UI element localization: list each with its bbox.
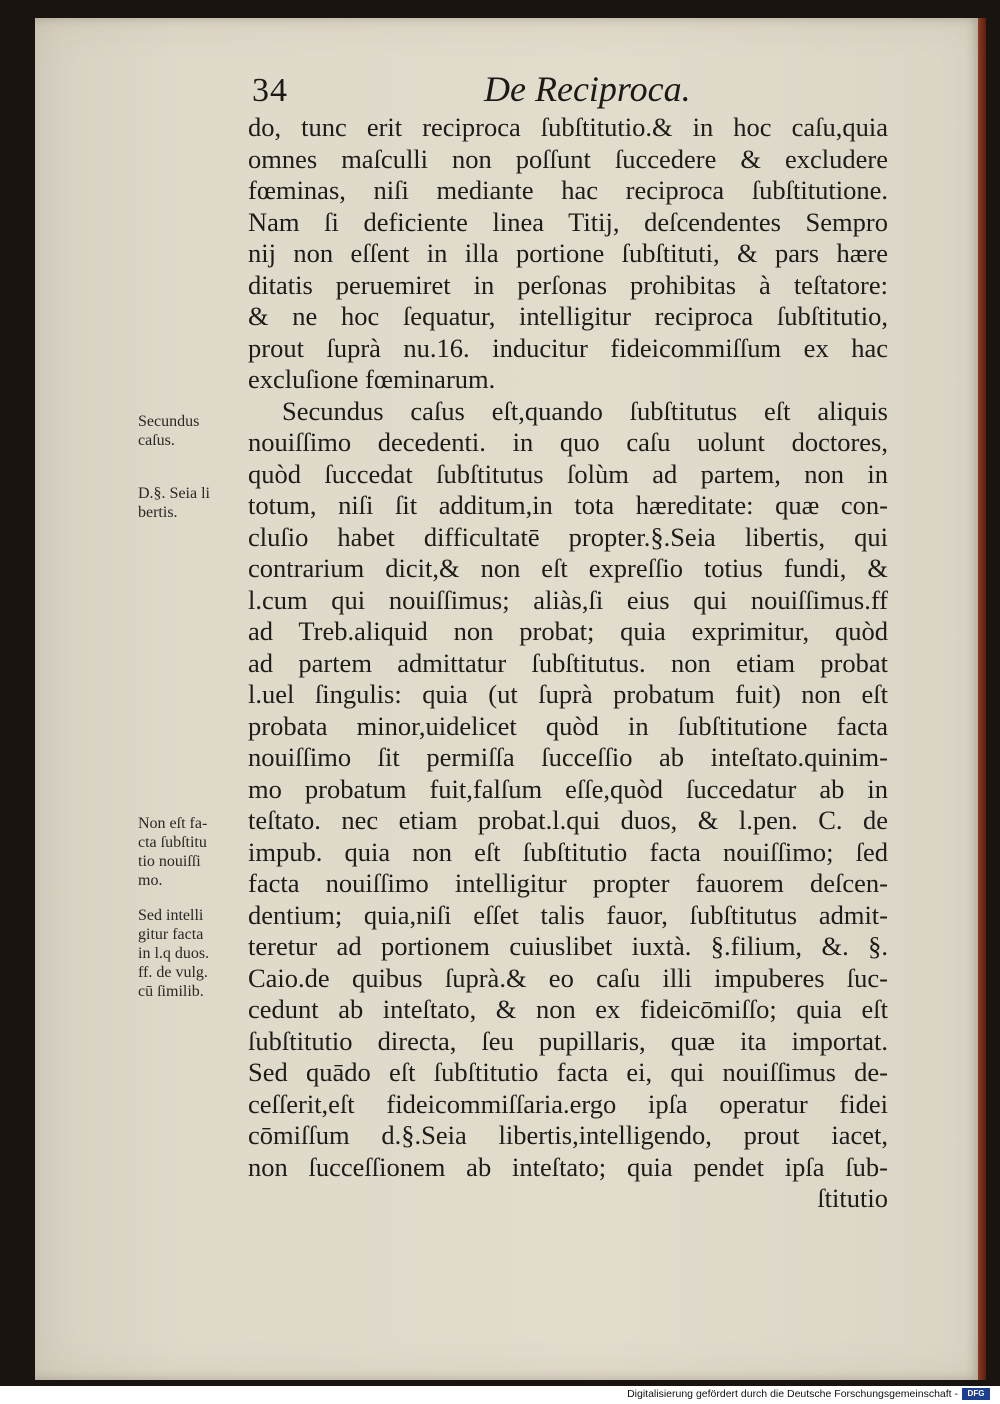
- margin-note: [138, 484, 250, 522]
- margin-note-line: Sed intelli: [138, 907, 204, 924]
- text-line: omnes maſculli non poſſunt ſuccedere & excludere: [248, 143, 888, 174]
- margin-note: [138, 906, 250, 1001]
- page-edge: [978, 18, 986, 1380]
- text-line: Caio.de quibus ſuprà.& eo caſu illi impuberes ſuc-: [248, 962, 888, 993]
- text-line: ceſſerit,eſt fideicommiſſaria.ergo ipſa operatur fidei: [248, 1088, 888, 1119]
- text-line: cedunt ab inteſtato, & non ex fideicōmiſſo; quia eſt: [248, 994, 888, 1024]
- text-line: nij non eſſent in illa portione ſubſtituti, & pars hære: [248, 238, 888, 268]
- footer-credit: Digitalisierung gefördert durch die Deutsche Forschungsgemeinschaft -: [627, 1388, 958, 1400]
- margin-note-line: cta ſubſtitu: [138, 834, 207, 851]
- margin-note-line: in l.q duos.: [138, 945, 210, 962]
- text-line: ad Treb.aliquid non probat; quia exprimitur, quòd: [248, 616, 888, 646]
- text-line: ad partem admittatur ſubſtitutus. non etiam probat: [248, 647, 888, 678]
- margin-note: [138, 814, 250, 890]
- text-line: teretur ad portionem cuiuslibet iuxtà. §.filium, &. §.: [248, 931, 888, 961]
- running-head: De Reciproca.: [484, 69, 691, 109]
- margin-note-line: Non eſt fa-: [138, 815, 208, 832]
- text-line: Secundus caſus eſt,quando ſubſtitutus eſt aliquis: [282, 395, 888, 426]
- dfg-logo-icon: DFG: [962, 1388, 990, 1400]
- margin-note: [138, 412, 250, 450]
- text-line: nouiſſimo ſit permiſſa ſucceſſio ab inteſtato.quinim-: [248, 742, 888, 772]
- text-line: fœminas, niſi mediante hac reciproca ſubſtitutione.: [248, 175, 888, 205]
- text-line: l.uel ſingulis: quia (ut ſuprà probatum fuit) non eſt: [248, 679, 888, 709]
- margin-note-line: ff. de vulg.: [138, 964, 208, 981]
- text-line: prout ſuprà nu.16. inducitur fideicommiſſum ex hac: [248, 332, 888, 363]
- text-line: ditatis peruemiret in perſonas prohibitas à teſtatore:: [248, 269, 888, 300]
- body-text: [248, 112, 888, 1215]
- margin-note-line: gitur facta: [138, 926, 204, 943]
- text-line: do, tunc erit reciproca ſubſtitutio.& in hoc caſu,quia: [248, 112, 888, 142]
- text-line: facta nouiſſimo intelligitur propter fauorem deſcen-: [248, 868, 888, 898]
- catchword: ſtitutio: [817, 1183, 888, 1213]
- margin-note-line: caſus.: [138, 432, 175, 449]
- margin-note-line: bertis.: [138, 504, 178, 521]
- text-line: Nam ſi deficiente linea Titij, deſcendentes Sempro: [248, 206, 888, 237]
- text-line: contrarium dicit,& non eſt expreſſio totius fundi, &: [248, 553, 888, 583]
- text-line: & ne hoc ſequatur, intelligitur reciproca ſubſtitutio,: [248, 301, 888, 331]
- text-line: Sed quādo eſt ſubſtitutio facta ei, qui nouiſſimus de-: [248, 1057, 888, 1087]
- margin-note-line: tio nouiſſi: [138, 853, 201, 870]
- text-line: nouiſſimo decedenti. in quo caſu uolunt doctores,: [248, 427, 888, 457]
- text-line: ſubſtitutio directa, ſeu pupillaris, quæ ita importat.: [248, 1025, 888, 1056]
- text-line: cluſio habet difficultatē propter.§.Seia libertis, qui: [248, 521, 888, 552]
- margin-note-line: mo.: [138, 872, 163, 889]
- text-line: l.cum qui nouiſſimus; aliàs,ſi eius qui nouiſſimus.ff: [248, 584, 888, 615]
- text-line: quòd ſuccedat ſubſtitutus ſolùm ad partem, non in: [248, 458, 888, 489]
- text-line: dentium; quia,niſi eſſet talis fauor, ſubſtitutus admit-: [248, 899, 888, 930]
- text-line: cōmiſſum d.§.Seia libertis,intelligendo, prout iacet,: [248, 1120, 888, 1150]
- text-line: non ſucceſſionem ab inteſtato; quia pendet ipſa ſub-: [248, 1151, 888, 1182]
- margin-note-line: cū ſimilib.: [138, 983, 204, 1000]
- text-line: mo probatum fuit,falſum eſſe,quòd ſuccedatur ab in: [248, 773, 888, 804]
- text-line: probata minor,uidelicet quòd in ſubſtitutione facta: [248, 710, 888, 741]
- page-number: 34: [252, 72, 288, 109]
- text-line: excluſione fœminarum.: [248, 364, 496, 394]
- margin-note-line: D.§. Seia li: [138, 485, 210, 502]
- margin-note-line: Secundus: [138, 413, 200, 430]
- text-line: teſtato. nec etiam probat.l.qui duos, & l.pen. C. de: [248, 805, 888, 835]
- text-line: impub. quia non eſt ſubſtitutio facta nouiſſimo; ſed: [248, 836, 888, 867]
- text-line: totum, niſi ſit additum,in tota hæreditate: quæ con-: [248, 490, 888, 520]
